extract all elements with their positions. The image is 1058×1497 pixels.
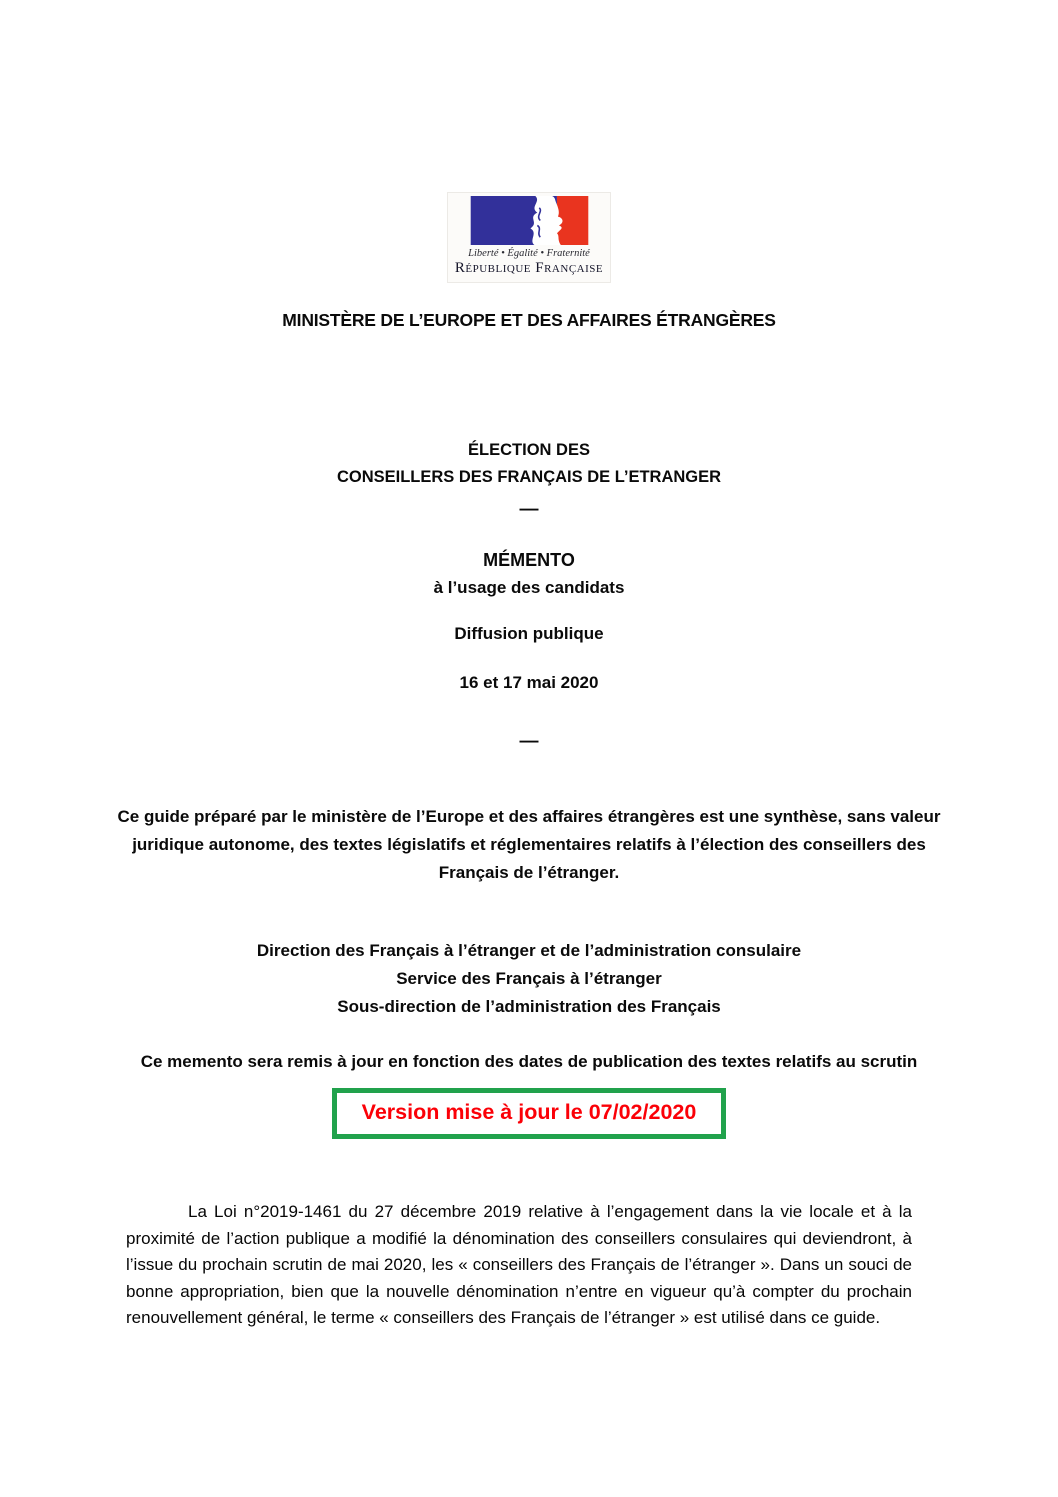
diffusion-label: Diffusion publique	[454, 624, 604, 643]
version-text: Version mise à jour le 07/02/2020	[361, 1100, 697, 1124]
direction-line-3: Sous-direction de l’administration des Français	[337, 997, 721, 1016]
memento-subtitle: à l’usage des candidats	[433, 578, 625, 597]
election-title-line1: ÉLECTION DES	[468, 441, 590, 459]
election-dates: 16 et 17 mai 2020	[459, 673, 599, 692]
separator-dash: —	[519, 731, 539, 752]
republique-francaise-logo	[448, 193, 610, 282]
memento-title: MÉMENTO	[483, 550, 575, 570]
logo-motto: Liberté • Égalité • Fraternité	[468, 248, 590, 259]
direction-line-1: Direction des Français à l’étranger et de l’administration consulaire	[256, 941, 802, 960]
election-title-block	[0, 437, 1058, 491]
election-title-line2: CONSEILLERS DES FRANÇAIS DE L’ETRANGER	[336, 468, 722, 486]
update-note: Ce memento sera remis à jour en fonction des dates de publication des textes relatifs au scrutin	[140, 1052, 918, 1071]
intro-paragraph: Ce guide préparé par le ministère de l’Europe et des affaires étrangères est une synthèse, sans valeur juridique autonome, des textes législatifs et réglementaires relatifs à l’élection des conseillers des Français de l’étranger.	[117, 807, 941, 882]
version-box	[332, 1088, 727, 1139]
memento-block	[0, 547, 1058, 601]
ministry-title: MINISTÈRE DE L’EUROPE ET DES AFFAIRES ÉTRANGÈRES	[282, 310, 776, 330]
separator-dash: —	[519, 499, 539, 520]
direction-line-2: Service des Français à l’étranger	[396, 969, 662, 988]
logo-republic-name: République Française	[454, 260, 604, 276]
marianne-flag-icon	[470, 196, 589, 245]
direction-block	[0, 937, 1058, 1021]
body-paragraph: La Loi n°2019-1461 du 27 décembre 2019 relative à l’engagement dans la vie locale et à la proximité de l’action publique a modifié la dénomination des conseillers consulaires qui deviendront, à l’issue du prochain scrutin de mai 2020, les « conseillers des Français de l’étranger ». Dans un souci de bonne appropriation, bien que la nouvelle dénomination n’entre en vigueur qu’à compter du prochain renouvellement général, le terme « conseillers des Français de l’étranger » est utilisé dans ce guide.	[126, 1202, 912, 1327]
